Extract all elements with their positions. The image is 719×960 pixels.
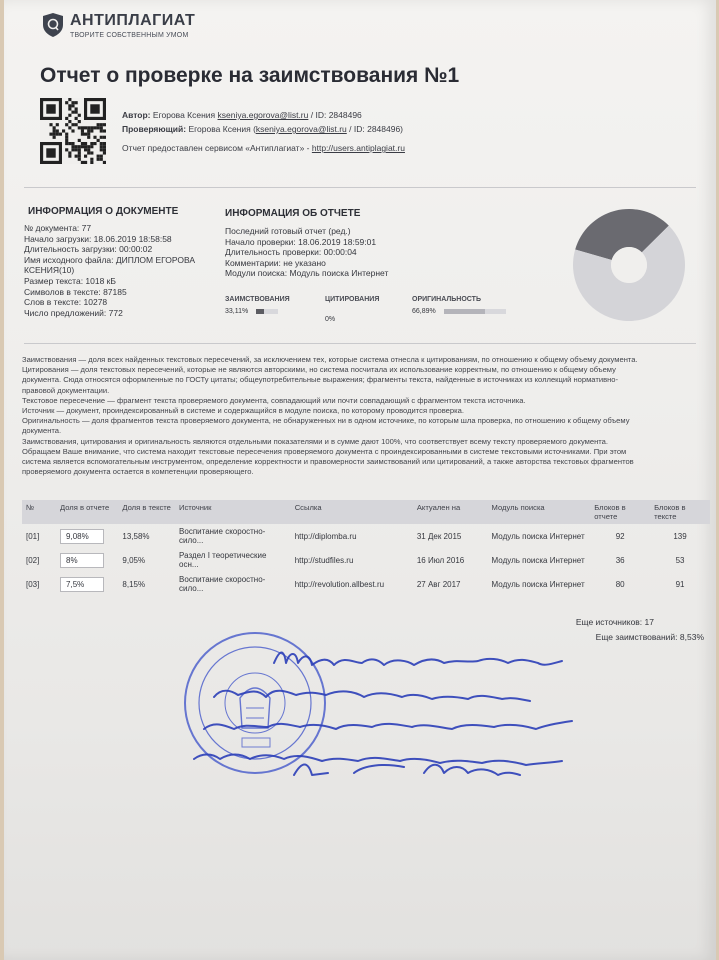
- doc-info-row: Слов в тексте: 10278: [24, 297, 108, 308]
- donut-hole: [611, 247, 647, 283]
- checker-label: Проверяющий:: [122, 124, 187, 134]
- qr-module: [68, 104, 71, 107]
- table-row[interactable]: [22, 548, 710, 572]
- col-header: Источник: [179, 503, 212, 512]
- service-url-link[interactable]: http://users.antiplagiat.ru: [311, 143, 405, 153]
- qr-module: [71, 145, 74, 148]
- definition-line: документа.: [22, 426, 62, 436]
- qr-module: [87, 148, 90, 151]
- divider: [24, 187, 696, 188]
- report-info-row: Длительность проверки: 00:00:04: [225, 247, 357, 258]
- qr-module: [103, 123, 106, 126]
- qr-code-icon: [40, 98, 106, 164]
- stat-value: 66,89%: [412, 308, 436, 315]
- share-report: 7,5%: [60, 577, 104, 592]
- qr-module: [59, 133, 62, 136]
- blocks-report: 80: [615, 579, 625, 589]
- originality-donut-chart: [570, 206, 688, 324]
- qr-module: [46, 104, 55, 113]
- source-date: 16 Июл 2016: [416, 555, 465, 565]
- qr-module: [75, 155, 78, 158]
- doc-info-row: Число предложений: 772: [24, 307, 123, 318]
- qr-module: [65, 142, 68, 145]
- qr-module: [93, 136, 96, 139]
- author-id: / ID: 2848496: [310, 110, 362, 120]
- qr-module: [100, 136, 103, 139]
- qr-module: [100, 145, 103, 148]
- share-text: 8,15%: [122, 579, 146, 589]
- qr-module: [84, 148, 87, 151]
- qr-module: [84, 145, 87, 148]
- qr-module: [100, 158, 103, 161]
- qr-module: [84, 133, 87, 136]
- doc-info-row: Имя исходного файла: ДИПЛОМ ЕГОРОВА: [24, 254, 196, 265]
- stat-citations: [325, 296, 405, 326]
- col-header: Модуль поиска: [491, 503, 545, 512]
- qr-module: [71, 129, 74, 132]
- author-value: Егорова Ксения: [152, 110, 216, 120]
- qr-module: [68, 107, 71, 110]
- doc-info-heading: ИНФОРМАЦИЯ О ДОКУМЕНТЕ: [28, 206, 179, 217]
- checker-email-link[interactable]: kseniya.egorova@list.ru: [255, 124, 347, 134]
- qr-module: [78, 139, 81, 142]
- qr-module: [75, 111, 78, 114]
- qr-module: [56, 133, 59, 136]
- report-info-row: Последний готовый отчет (ред.): [225, 226, 351, 236]
- blocks-report: 92: [615, 531, 625, 541]
- col-header: Доля в отчете: [60, 503, 110, 512]
- source-link[interactable]: http://diplomba.ru: [294, 531, 357, 541]
- source-name[interactable]: Воспитание скоростно-сило...: [179, 575, 266, 593]
- definition-line: Заимствования, цитирования и оригинальность являются отдельными показателями и в сумме дают 100%, что соответствует всему тексту проверяемого документа.: [22, 436, 609, 446]
- qr-module: [65, 136, 68, 139]
- qr-module: [103, 151, 106, 154]
- stat-label: ЗАИМСТВОВАНИЯ: [225, 296, 290, 303]
- logo-title: АНТИПЛАГИАТ: [70, 12, 196, 29]
- report-title: Отчет о проверке на заимствования №1: [40, 64, 460, 87]
- qr-module: [78, 120, 81, 123]
- definition-line: Источник — документ, проиндексированный в системе и содержащийся в модуле поиска, по которому проводится проверка.: [22, 406, 464, 416]
- stat-value: 33,11%: [225, 308, 249, 315]
- share-report-cell: [56, 548, 118, 572]
- checker-value: Егорова Ксения (: [188, 124, 256, 134]
- author-email-link[interactable]: kseniya.egorova@list.ru: [217, 110, 309, 120]
- table-row[interactable]: [22, 524, 710, 548]
- definition-line: Оригинальность — доля фрагментов текста проверяемого документа, не обнаруженных ни в одном источнике, по которым шла проверка, по отношению к общему объему: [22, 416, 630, 426]
- qr-module: [100, 126, 103, 129]
- qr-module: [46, 148, 55, 157]
- qr-module: [68, 114, 71, 117]
- author-line: [122, 110, 362, 120]
- definition-line: Текстовое пересечение — фрагмент текста проверяемого документа, совпадающий или почти совпадающий с фрагментом текста источника.: [22, 395, 526, 405]
- row-number: [02]: [26, 555, 40, 565]
- qr-module: [87, 126, 90, 129]
- qr-module: [53, 133, 56, 136]
- qr-module: [100, 129, 103, 132]
- doc-info-row: Начало загрузки: 18.06.2019 18:58:58: [24, 233, 172, 244]
- qr-module: [56, 129, 59, 132]
- stat-label: ОРИГИНАЛЬНОСТЬ: [412, 296, 481, 303]
- stat-value: 0%: [325, 316, 336, 323]
- blocks-text: 53: [675, 555, 685, 565]
- doc-info-list: [24, 223, 195, 318]
- qr-module: [71, 142, 74, 145]
- logo-subtitle: ТВОРИТЕ СОБСТВЕННЫМ УМОМ: [70, 32, 189, 39]
- qr-module: [100, 142, 103, 145]
- qr-module: [78, 155, 81, 158]
- definition-line: система является вспомогательным инструментом, определение корректности и правомерности заимствований или цитирований, а также авторства текстовых фрагментов: [22, 457, 634, 467]
- qr-module: [75, 145, 78, 148]
- definition-line: проверяемого документа остается в компетенции проверяющего.: [22, 467, 254, 477]
- report-info-list: [225, 226, 388, 279]
- source-link[interactable]: http://revolution.allbest.ru: [294, 579, 385, 589]
- row-number: [03]: [26, 579, 40, 589]
- qr-module: [68, 142, 71, 145]
- share-report-cell: [56, 572, 118, 596]
- col-header: Доля в тексте: [122, 503, 171, 512]
- qr-module: [78, 126, 81, 129]
- qr-module: [97, 155, 100, 158]
- col-header: №: [26, 503, 35, 512]
- qr-module: [71, 104, 74, 107]
- qr-module: [100, 155, 103, 158]
- share-text: 13,58%: [122, 531, 150, 541]
- stat-originality: [412, 296, 532, 315]
- qr-module: [56, 123, 59, 126]
- definition-line: документа. Сюда относятся оформленные по ГОСТу цитаты; общеупотребительные выражения; фрагменты текста, найденные в источниках из коллекций нормативно-: [22, 375, 619, 385]
- qr-module: [103, 142, 106, 145]
- handwritten-signature-icon: [174, 625, 714, 795]
- qr-module: [81, 145, 84, 148]
- qr-module: [90, 104, 99, 113]
- qr-module: [68, 120, 71, 123]
- qr-module: [75, 148, 78, 151]
- col-header: Ссылка: [294, 503, 322, 512]
- qr-module: [103, 145, 106, 148]
- source-date: 31 Дек 2015: [416, 531, 462, 541]
- qr-module: [90, 145, 93, 148]
- qr-module: [65, 139, 68, 142]
- qr-module: [78, 151, 81, 154]
- qr-module: [93, 126, 96, 129]
- qr-module: [53, 126, 56, 129]
- qr-module: [68, 151, 71, 154]
- stat-bar-fill: [444, 309, 485, 314]
- definition-line: правовой документации.: [22, 385, 110, 395]
- qr-module: [84, 142, 87, 145]
- search-module: Модуль поиска Интернет: [491, 531, 585, 541]
- doc-info-row: КСЕНИЯ(10): [24, 265, 75, 276]
- col-header: Блоков в тексте: [654, 503, 686, 521]
- qr-module: [84, 126, 87, 129]
- definition-line: Заимствования — доля всех найденных текстовых пересечений, за исключением тех, которые система отнесла к цитированиям, по отношению к общему объему документа.: [22, 355, 638, 364]
- qr-module: [87, 151, 90, 154]
- qr-module: [84, 155, 87, 158]
- definitions-block: [22, 355, 700, 477]
- qr-module: [68, 155, 71, 158]
- search-module: Модуль поиска Интернет: [491, 555, 585, 565]
- qr-module: [75, 117, 78, 120]
- qr-module: [65, 133, 68, 136]
- qr-module: [65, 148, 68, 151]
- qr-module: [78, 145, 81, 148]
- qr-module: [62, 129, 65, 132]
- qr-module: [97, 158, 100, 161]
- more-borrowings: Еще заимствований: 8,53%: [595, 632, 704, 642]
- qr-module: [68, 98, 71, 101]
- definition-line: Цитирования — доля текстовых пересечений, которые не являются авторскими, но система посчитала их использование корректным, по отношению к общему объему: [22, 365, 616, 375]
- divider: [24, 343, 696, 344]
- share-report-cell: [56, 524, 118, 548]
- share-report: 9,08%: [60, 529, 104, 544]
- share-text: 9,05%: [122, 555, 146, 565]
- sources-table: [22, 500, 710, 596]
- doc-info-row: № документа: 77: [24, 223, 92, 233]
- qr-module: [90, 158, 93, 161]
- blocks-report: 36: [615, 555, 625, 565]
- doc-info-row: Размер текста: 1018 кБ: [24, 275, 116, 286]
- qr-module: [100, 148, 103, 151]
- source-name[interactable]: Воспитание скоростно-сило...: [179, 527, 266, 545]
- qr-module: [65, 101, 68, 104]
- col-header: Актуален на: [416, 503, 461, 512]
- qr-module: [103, 148, 106, 151]
- source-link[interactable]: http://studfiles.ru: [294, 555, 354, 565]
- qr-module: [97, 139, 100, 142]
- qr-module: [87, 145, 90, 148]
- qr-module: [93, 142, 96, 145]
- stat-label: ЦИТИРОВАНИЯ: [325, 296, 380, 303]
- source-date: 27 Авг 2017: [416, 579, 461, 589]
- qr-module: [71, 111, 74, 114]
- col-header: Блоков в отчете: [594, 503, 626, 521]
- qr-module: [103, 129, 106, 132]
- qr-module: [81, 129, 84, 132]
- qr-module: [87, 136, 90, 139]
- qr-module: [53, 136, 56, 139]
- qr-module: [90, 129, 93, 132]
- stat-bar: [444, 309, 506, 314]
- report-info-row: Комментарии: не указано: [225, 257, 326, 268]
- antiplagiat-logo-icon: [42, 12, 64, 38]
- qr-module: [75, 107, 78, 110]
- table-header-row: [22, 500, 710, 524]
- qr-module: [90, 126, 93, 129]
- author-label: Автор:: [122, 110, 151, 120]
- qr-module: [65, 123, 68, 126]
- qr-module: [78, 158, 81, 161]
- qr-module: [103, 136, 106, 139]
- report-info-row: Начало проверки: 18.06.2019 18:59:01: [225, 236, 377, 247]
- report-page: [4, 0, 716, 960]
- row-number: [01]: [26, 531, 40, 541]
- qr-module: [71, 101, 74, 104]
- qr-module: [97, 123, 100, 126]
- stat-borrowings: [225, 296, 315, 315]
- qr-module: [75, 123, 78, 126]
- service-line: [122, 143, 405, 153]
- more-sources: Еще источников: 17: [575, 617, 654, 627]
- qr-module: [75, 101, 78, 104]
- qr-module: [90, 161, 93, 164]
- qr-module: [71, 148, 74, 151]
- blocks-text: 139: [673, 531, 687, 541]
- qr-module: [78, 114, 81, 117]
- blocks-text: 91: [675, 579, 685, 589]
- source-name[interactable]: Раздел I теоретические осн...: [179, 551, 267, 569]
- qr-module: [90, 151, 93, 154]
- qr-module: [84, 161, 87, 164]
- stat-bar-fill: [256, 309, 263, 314]
- qr-module: [49, 133, 52, 136]
- search-module: Модуль поиска Интернет: [491, 579, 585, 589]
- qr-module: [90, 142, 93, 145]
- checker-line: [122, 124, 403, 134]
- table-row[interactable]: [22, 572, 710, 596]
- qr-module: [49, 123, 52, 126]
- service-text: Отчет предоставлен сервисом «Антиплагиат» -: [122, 143, 310, 153]
- share-report: 8%: [60, 553, 104, 568]
- definition-line: Обращаем Ваше внимание, что система находит текстовые пересечения проверяемого документа с проиндексированными в системе текстовыми источниками. При этом: [22, 446, 627, 456]
- doc-info-row: Длительность загрузки: 00:00:02: [24, 244, 153, 255]
- qr-module: [81, 126, 84, 129]
- report-info-heading: ИНФОРМАЦИЯ ОБ ОТЧЕТЕ: [225, 208, 361, 219]
- qr-module: [81, 161, 84, 164]
- report-info-row: Модули поиска: Модуль поиска Интернет: [225, 268, 389, 279]
- qr-module: [65, 117, 68, 120]
- stat-bar: [256, 309, 278, 314]
- qr-module: [81, 142, 84, 145]
- qr-module: [78, 148, 81, 151]
- qr-module: [81, 133, 84, 136]
- qr-module: [87, 129, 90, 132]
- qr-module: [53, 129, 56, 132]
- qr-module: [97, 126, 100, 129]
- doc-info-row: Символов в тексте: 87185: [24, 286, 127, 297]
- qr-module: [103, 161, 106, 164]
- qr-module: [100, 123, 103, 126]
- qr-module: [87, 133, 90, 136]
- qr-module: [71, 123, 74, 126]
- checker-id: / ID: 2848496): [349, 124, 404, 134]
- qr-module: [68, 126, 71, 129]
